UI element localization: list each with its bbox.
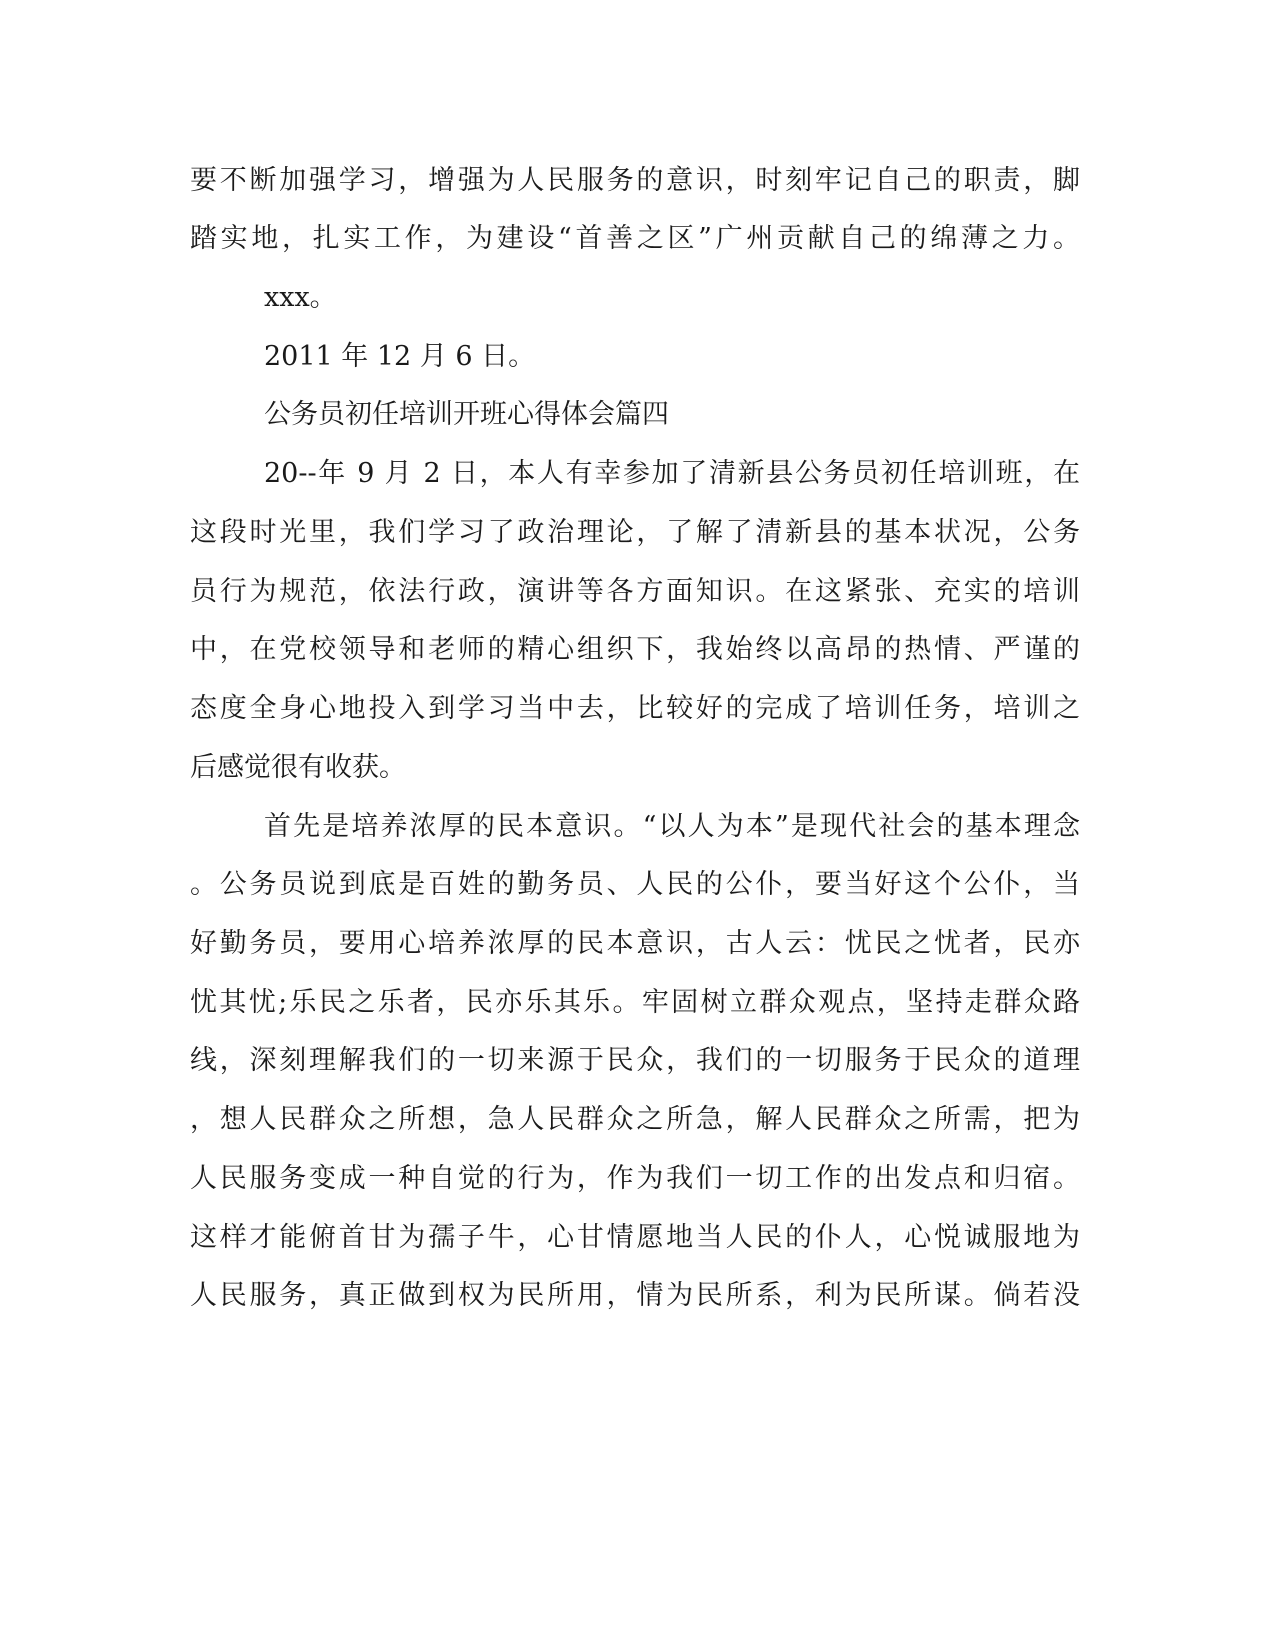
text-line: 好勤务员，要用心培养浓厚的民本意识，古人云：忧民之忧者，民亦 bbox=[190, 928, 1080, 959]
signature-name: xxx。 bbox=[264, 282, 337, 313]
text-line: 要不断加强学习，增强为人民服务的意识，时刻牢记自己的职责，脚 bbox=[190, 165, 1080, 196]
section-title: 公务员初任培训开班心得体会篇四 bbox=[264, 399, 669, 430]
date-line: 2011 年 12 月 6 日。 bbox=[264, 341, 536, 372]
text-line: ，想人民群众之所想，急人民群众之所急，解人民群众之所需，把为 bbox=[190, 1104, 1080, 1135]
text-line: 首先是培养浓厚的民本意识。“以人为本”是现代社会的基本理念 bbox=[264, 811, 1080, 842]
text-line: 态度全身心地投入到学习当中去，比较好的完成了培训任务，培训之 bbox=[190, 693, 1080, 724]
text-line: 这段时光里，我们学习了政治理论，了解了清新县的基本状况，公务 bbox=[190, 517, 1080, 548]
text-line: 。公务员说到底是百姓的勤务员、人民的公仆，要当好这个公仆，当 bbox=[190, 869, 1080, 900]
text-line: 这样才能俯首甘为孺子牛，心甘情愿地当人民的仆人，心悦诚服地为 bbox=[190, 1222, 1080, 1253]
text-line: 人民服务变成一种自觉的行为，作为我们一切工作的出发点和归宿。 bbox=[190, 1163, 1080, 1194]
text-line: 后感觉很有收获。 bbox=[190, 752, 406, 783]
text-line: 线，深刻理解我们的一切来源于民众，我们的一切服务于民众的道理 bbox=[190, 1045, 1080, 1076]
text-line: 忧其忧;乐民之乐者，民亦乐其乐。牢固树立群众观点，坚持走群众路 bbox=[190, 987, 1080, 1018]
text-line: 20--年 9 月 2 日，本人有幸参加了清新县公务员初任培训班，在 bbox=[264, 458, 1080, 489]
text-line: 踏实地，扎实工作，为建设“首善之区”广州贡献自己的绵薄之力。 bbox=[190, 223, 1080, 254]
text-line: 员行为规范，依法行政，演讲等各方面知识。在这紧张、充实的培训 bbox=[190, 576, 1080, 607]
text-line: 人民服务，真正做到权为民所用，情为民所系，利为民所谋。倘若没 bbox=[190, 1280, 1080, 1311]
text-line: 中，在党校领导和老师的精心组织下，我始终以高昂的热情、严谨的 bbox=[190, 634, 1080, 665]
